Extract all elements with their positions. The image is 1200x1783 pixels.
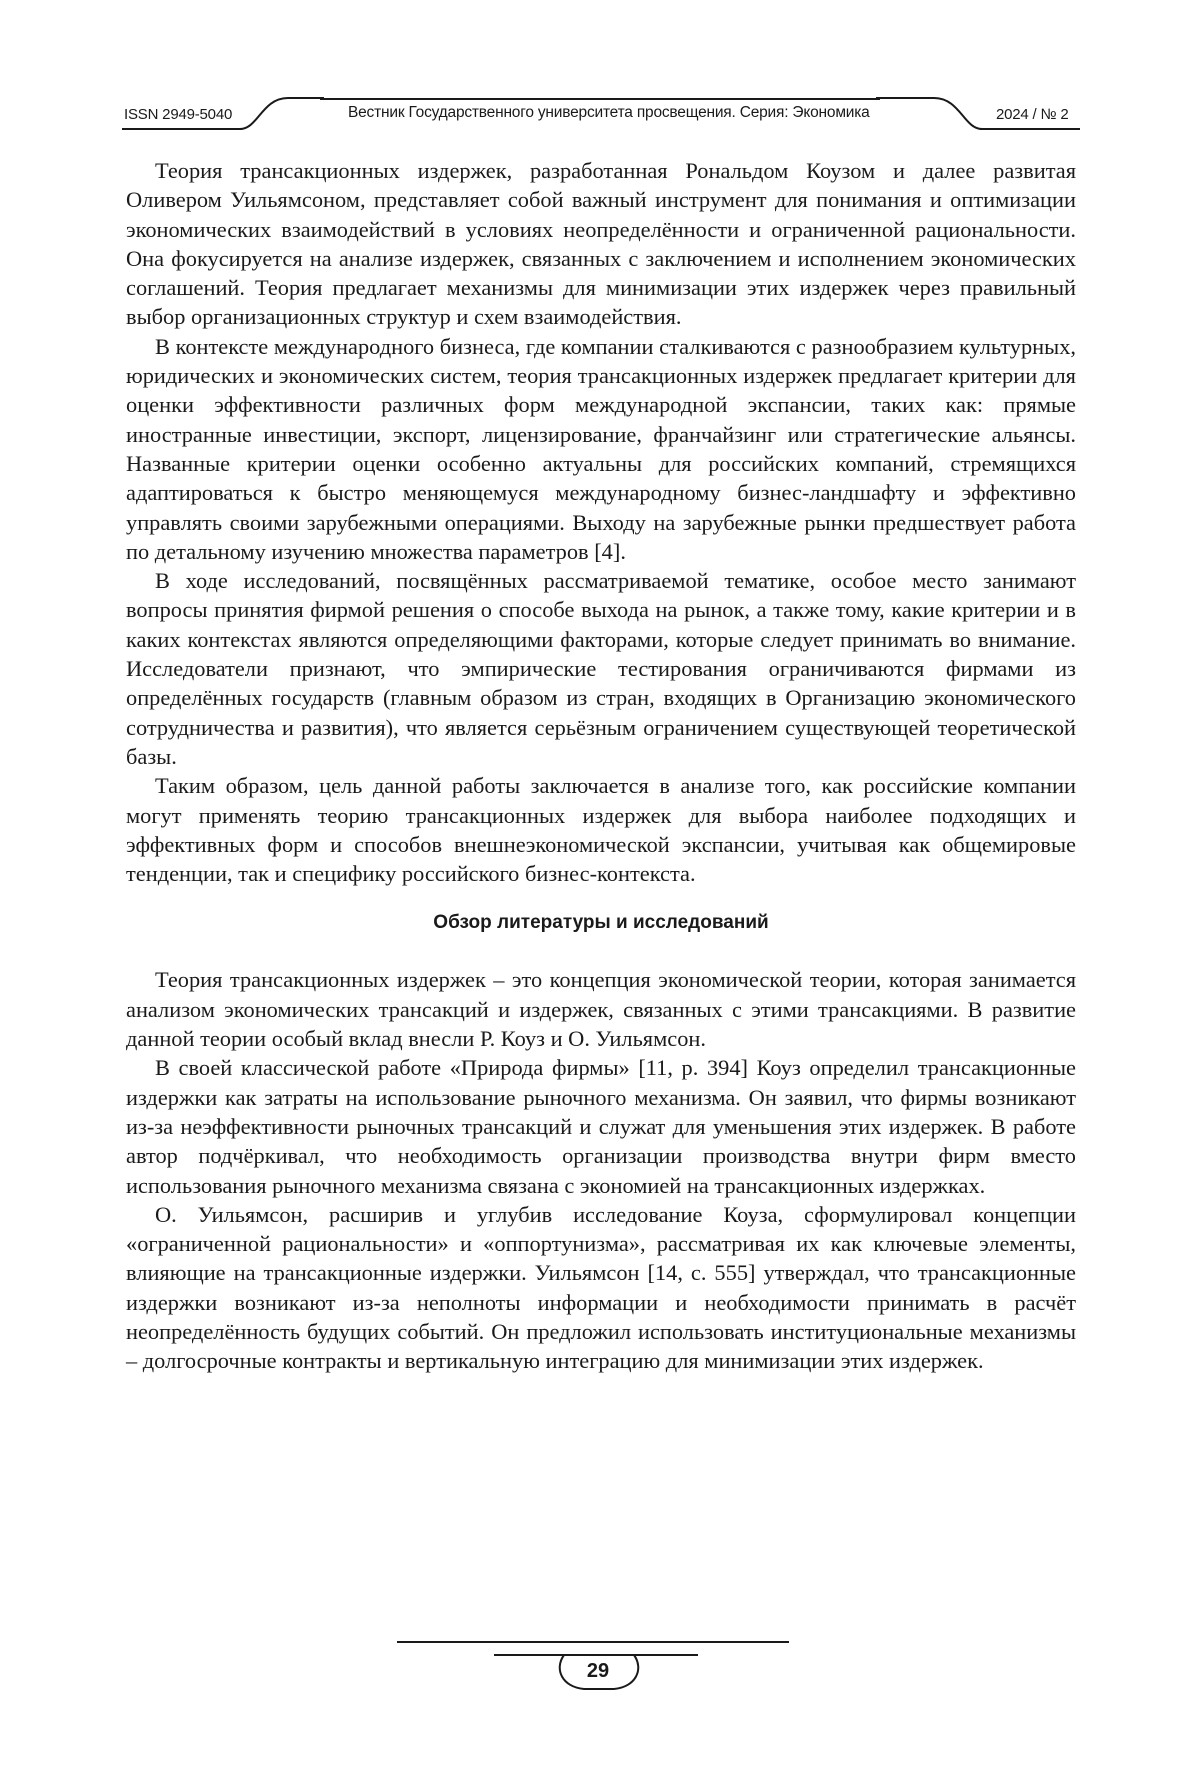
paragraph: В контексте международного бизнеса, где компании сталкиваются с разнообразием культурных, юридических и экономических систем, теория трансакционных издержек предлагает критерии для оценки эффективности различных форм международной экспансии, таких как: прямые иностранные инвестиции, экспорт, лицензирование, франчайзинг или стратегические альянсы. Названные критерии оценки особенно актуальны для российских компаний, стремящихся адаптироваться к быстро меняющемуся международному бизнес-ландшафту и эффективно управлять своими зарубежными операциями. Выходу на зарубежные рынки предшествует работа по детальному изучению множества параметров [4]. — [126, 333, 1076, 564]
paragraph: В своей классической работе «Природа фирмы» [11, p. 394] Коуз определил трансакционные издержки как затраты на использование рыночного механизма. Он заявил, что фирмы возникают из-за неэффективности рыночных трансакций и служат для уменьшения этих издержек. В работе автор подчёркивал, что необходимость организации производства внутри фирм вместо использования рыночного механизма связана с экономией на трансакционных издержках. — [126, 1055, 1076, 1198]
header-rule-top — [320, 98, 880, 100]
header-curve-right — [876, 96, 984, 132]
header-rule-left — [122, 128, 242, 130]
page-number: 29 — [586, 1660, 610, 1682]
article-body — [126, 156, 1076, 1376]
paragraph: Теория трансакционных издержек, разработанная Рональдом Коузом и далее развитая Оливером Уильямсоном, представляет собой важный инструмент для понимания и оптимизации экономических взаимодействий в условиях неопределённости и ограниченной рациональности. Она фокусируется на анализе издержек, связанных с заключением и исполнением экономических соглашений. Теория предлагает механизмы для минимизации этих издержек через правильный выбор организационных структур и схем взаимодействия. — [126, 158, 1076, 330]
header-curve-left — [238, 96, 324, 132]
header-rule-right — [980, 128, 1080, 130]
year-issue: 2024 / № 2 — [996, 106, 1069, 123]
section-title: Обзор литературы и исследований — [433, 912, 769, 934]
paragraph: О. Уильямсон, расширив и углубив исследование Коуза, сформулировал концепции «ограниченной рациональности» и «оппортунизма», рассматривая их как ключевые элементы, влияющие на трансакционные издержки. Уильямсон [14, с. 555] утверждал, что трансакционные издержки возникают из-за неполноты информации и необходимости принимать в расчёт неопределённость будущих событий. Он предложил использовать институциональные механизмы – долгосрочные контракты и вертикальную интеграцию для минимизации этих издержек. — [126, 1201, 1076, 1374]
paragraph: В ходе исследований, посвящённых рассматриваемой тематике, особое место занимают вопросы принятия фирмой решения о способе выхода на рынок, а также тому, какие критерии и в каких контекстах являются определяющими факторами, которые следует принимать во внимание. Исследователи признают, что эмпирические тестирования ограничиваются фирмами из определённых государств (главным образом из стран, входящих в Организацию экономического сотрудничества и развития), что является серьёзным ограничением существующей теоретической базы. — [126, 568, 1076, 769]
footer-rule-upper — [397, 1641, 789, 1643]
journal-title: Вестник Государственного университета просвещения. Серия: Экономика — [348, 104, 870, 121]
paragraph: Теория трансакционных издержек – это концепция экономической теории, которая занимается анализом экономических трансакций и издержек, связанных с этими трансакциями. В развитие данной теории особый вклад внесли Р. Коуз и О. Уильямсон. — [126, 967, 1076, 1052]
issn: ISSN 2949-5040 — [124, 106, 233, 123]
paragraph: Таким образом, цель данной работы заключается в анализе того, как российские компании могут применять теорию трансакционных издержек для выбора наиболее подходящих и эффективных форм и способов внешнеэкономической экспансии, учитывая как общемировые тенденции, так и специфику российского бизнес-контекста. — [126, 773, 1076, 887]
